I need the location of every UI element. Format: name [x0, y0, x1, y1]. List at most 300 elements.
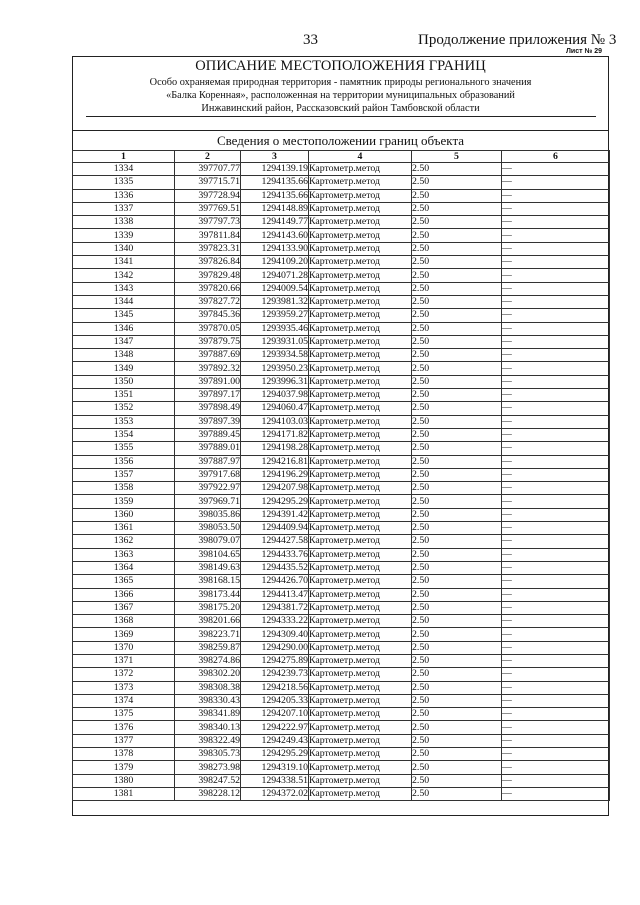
accuracy-cell: 2.50 — [412, 455, 502, 468]
description-cell: — — [502, 495, 610, 508]
accuracy-cell: 2.50 — [412, 295, 502, 308]
method-cell: Картометр.метод — [309, 256, 412, 269]
description-cell: — — [502, 189, 610, 202]
description-cell: — — [502, 561, 610, 574]
accuracy-cell: 2.50 — [412, 176, 502, 189]
table-row — [73, 668, 610, 681]
coord-y-cell: 1293931.05 — [241, 335, 309, 348]
method-cell: Картометр.метод — [309, 282, 412, 295]
point-number-cell: 1336 — [73, 189, 175, 202]
point-number-cell: 1377 — [73, 734, 175, 747]
table-row — [73, 721, 610, 734]
table-row — [73, 654, 610, 667]
coord-y-cell: 1294222.97 — [241, 721, 309, 734]
accuracy-cell: 2.50 — [412, 362, 502, 375]
coord-y-cell: 1294338.51 — [241, 774, 309, 787]
table-row — [73, 601, 610, 614]
point-number-cell: 1374 — [73, 694, 175, 707]
coord-x-cell: 398223.71 — [175, 628, 241, 641]
description-cell: — — [502, 601, 610, 614]
point-number-cell: 1351 — [73, 389, 175, 402]
point-number-cell: 1334 — [73, 163, 175, 176]
coord-y-cell: 1294109.20 — [241, 256, 309, 269]
description-cell: — — [502, 575, 610, 588]
coord-y-cell: 1294216.81 — [241, 455, 309, 468]
point-number-cell: 1353 — [73, 415, 175, 428]
description-cell: — — [502, 455, 610, 468]
point-number-cell: 1341 — [73, 256, 175, 269]
point-number-cell: 1339 — [73, 229, 175, 242]
description-cell: — — [502, 309, 610, 322]
coord-y-cell: 1294239.73 — [241, 668, 309, 681]
method-cell: Картометр.метод — [309, 535, 412, 548]
method-cell: Картометр.метод — [309, 269, 412, 282]
coord-y-cell: 1294135.66 — [241, 176, 309, 189]
coord-x-cell: 397728.94 — [175, 189, 241, 202]
description-cell: — — [502, 335, 610, 348]
coord-x-cell: 397889.45 — [175, 428, 241, 441]
coord-y-cell: 1294205.33 — [241, 694, 309, 707]
coord-x-cell: 397922.97 — [175, 482, 241, 495]
method-cell: Картометр.метод — [309, 575, 412, 588]
description-cell: — — [502, 694, 610, 707]
coord-y-cell: 1294275.89 — [241, 654, 309, 667]
coord-x-cell: 398247.52 — [175, 774, 241, 787]
column-header: 6 — [502, 151, 610, 163]
point-number-cell: 1349 — [73, 362, 175, 375]
method-cell: Картометр.метод — [309, 389, 412, 402]
point-number-cell: 1348 — [73, 349, 175, 362]
method-cell: Картометр.метод — [309, 721, 412, 734]
table-row — [73, 761, 610, 774]
accuracy-cell: 2.50 — [412, 389, 502, 402]
method-cell: Картометр.метод — [309, 362, 412, 375]
description-cell: — — [502, 216, 610, 229]
accuracy-cell: 2.50 — [412, 163, 502, 176]
coord-y-cell: 1293959.27 — [241, 309, 309, 322]
accuracy-cell: 2.50 — [412, 601, 502, 614]
coord-x-cell: 397827.72 — [175, 295, 241, 308]
accuracy-cell: 2.50 — [412, 202, 502, 215]
accuracy-cell: 2.50 — [412, 787, 502, 800]
column-header: 5 — [412, 151, 502, 163]
point-number-cell: 1338 — [73, 216, 175, 229]
accuracy-cell: 2.50 — [412, 349, 502, 362]
accuracy-cell: 2.50 — [412, 681, 502, 694]
coord-y-cell: 1294290.00 — [241, 641, 309, 654]
accuracy-cell: 2.50 — [412, 309, 502, 322]
page-number: 33 — [303, 32, 318, 48]
column-header: 2 — [175, 151, 241, 163]
table-row — [73, 548, 610, 561]
point-number-cell: 1368 — [73, 615, 175, 628]
coord-x-cell: 397887.69 — [175, 349, 241, 362]
coord-x-cell: 397797.73 — [175, 216, 241, 229]
table-row — [73, 628, 610, 641]
coord-y-cell: 1294135.66 — [241, 189, 309, 202]
method-cell: Картометр.метод — [309, 309, 412, 322]
point-number-cell: 1343 — [73, 282, 175, 295]
method-cell: Картометр.метод — [309, 442, 412, 455]
method-cell: Картометр.метод — [309, 163, 412, 176]
coord-y-cell: 1293935.46 — [241, 322, 309, 335]
accuracy-cell: 2.50 — [412, 774, 502, 787]
table-row — [73, 389, 610, 402]
accuracy-cell: 2.50 — [412, 628, 502, 641]
accuracy-cell: 2.50 — [412, 269, 502, 282]
coord-x-cell: 398308.38 — [175, 681, 241, 694]
point-number-cell: 1369 — [73, 628, 175, 641]
method-cell: Картометр.метод — [309, 628, 412, 641]
coord-y-cell: 1294427.58 — [241, 535, 309, 548]
accuracy-cell: 2.50 — [412, 535, 502, 548]
coord-y-cell: 1294319.10 — [241, 761, 309, 774]
method-cell: Картометр.метод — [309, 428, 412, 441]
description-cell: — — [502, 389, 610, 402]
point-number-cell: 1370 — [73, 641, 175, 654]
document-title: ОПИСАНИЕ МЕСТОПОЛОЖЕНИЯ ГРАНИЦ — [195, 58, 486, 74]
coord-x-cell: 397897.39 — [175, 415, 241, 428]
point-number-cell: 1381 — [73, 787, 175, 800]
coord-y-cell: 1294409.94 — [241, 522, 309, 535]
coord-y-cell: 1294149.77 — [241, 216, 309, 229]
accuracy-cell: 2.50 — [412, 402, 502, 415]
table-row — [73, 256, 610, 269]
coord-y-cell: 1294435.52 — [241, 561, 309, 574]
description-cell: — — [502, 176, 610, 189]
accuracy-cell: 2.50 — [412, 468, 502, 481]
coord-y-cell: 1293996.31 — [241, 375, 309, 388]
description-cell: — — [502, 508, 610, 521]
accuracy-cell: 2.50 — [412, 322, 502, 335]
description-cell: — — [502, 535, 610, 548]
point-number-cell: 1347 — [73, 335, 175, 348]
point-number-cell: 1375 — [73, 708, 175, 721]
point-number-cell: 1373 — [73, 681, 175, 694]
accuracy-cell: 2.50 — [412, 548, 502, 561]
point-number-cell: 1379 — [73, 761, 175, 774]
table-row — [73, 202, 610, 215]
coord-y-cell: 1294171.82 — [241, 428, 309, 441]
table-row — [73, 442, 610, 455]
accuracy-cell: 2.50 — [412, 495, 502, 508]
title-underline — [86, 116, 596, 117]
coord-x-cell: 398302.20 — [175, 668, 241, 681]
point-number-cell: 1372 — [73, 668, 175, 681]
coord-y-cell: 1294309.40 — [241, 628, 309, 641]
method-cell: Картометр.метод — [309, 375, 412, 388]
description-cell: — — [502, 242, 610, 255]
description-cell: — — [502, 641, 610, 654]
coord-x-cell: 398273.98 — [175, 761, 241, 774]
table-row — [73, 535, 610, 548]
accuracy-cell: 2.50 — [412, 335, 502, 348]
table-row — [73, 588, 610, 601]
description-cell: — — [502, 628, 610, 641]
coord-x-cell: 398228.12 — [175, 787, 241, 800]
point-number-cell: 1355 — [73, 442, 175, 455]
description-cell: — — [502, 588, 610, 601]
description-cell: — — [502, 787, 610, 800]
method-cell: Картометр.метод — [309, 482, 412, 495]
coord-y-cell: 1294148.89 — [241, 202, 309, 215]
table-row — [73, 229, 610, 242]
coord-x-cell: 398259.87 — [175, 641, 241, 654]
coord-y-cell: 1294207.10 — [241, 708, 309, 721]
accuracy-cell: 2.50 — [412, 428, 502, 441]
accuracy-cell: 2.50 — [412, 708, 502, 721]
coord-x-cell: 397917.68 — [175, 468, 241, 481]
coord-y-cell: 1294071.28 — [241, 269, 309, 282]
coord-y-cell: 1294295.29 — [241, 748, 309, 761]
coord-x-cell: 397892.32 — [175, 362, 241, 375]
coord-y-cell: 1294009.54 — [241, 282, 309, 295]
coord-x-cell: 397898.49 — [175, 402, 241, 415]
point-number-cell: 1346 — [73, 322, 175, 335]
table-row — [73, 362, 610, 375]
description-cell: — — [502, 721, 610, 734]
point-number-cell: 1361 — [73, 522, 175, 535]
coord-x-cell: 397769.51 — [175, 202, 241, 215]
table-row — [73, 375, 610, 388]
description-cell: — — [502, 349, 610, 362]
accuracy-cell: 2.50 — [412, 588, 502, 601]
description-cell: — — [502, 415, 610, 428]
coord-x-cell: 398274.86 — [175, 654, 241, 667]
accuracy-cell: 2.50 — [412, 256, 502, 269]
table-row — [73, 428, 610, 441]
table-row — [73, 242, 610, 255]
table-row — [73, 708, 610, 721]
point-number-cell: 1380 — [73, 774, 175, 787]
coord-x-cell: 398305.73 — [175, 748, 241, 761]
table-row — [73, 163, 610, 176]
point-number-cell: 1344 — [73, 295, 175, 308]
table-row — [73, 575, 610, 588]
method-cell: Картометр.метод — [309, 787, 412, 800]
table-row — [73, 508, 610, 521]
description-cell: — — [502, 774, 610, 787]
accuracy-cell: 2.50 — [412, 508, 502, 521]
coord-x-cell: 397820.66 — [175, 282, 241, 295]
description-cell: — — [502, 708, 610, 721]
coord-x-cell: 398173.44 — [175, 588, 241, 601]
coord-x-cell: 398168.15 — [175, 575, 241, 588]
description-cell: — — [502, 202, 610, 215]
description-cell: — — [502, 548, 610, 561]
accuracy-cell: 2.50 — [412, 415, 502, 428]
table-row — [73, 295, 610, 308]
coord-x-cell: 397823.31 — [175, 242, 241, 255]
coord-x-cell: 398079.07 — [175, 535, 241, 548]
point-number-cell: 1357 — [73, 468, 175, 481]
point-number-cell: 1364 — [73, 561, 175, 574]
coord-y-cell: 1294139.19 — [241, 163, 309, 176]
description-cell: — — [502, 761, 610, 774]
description-cell: — — [502, 482, 610, 495]
coord-y-cell: 1294037.98 — [241, 389, 309, 402]
description-cell: — — [502, 229, 610, 242]
point-number-cell: 1360 — [73, 508, 175, 521]
description-cell: — — [502, 163, 610, 176]
coord-x-cell: 398322.49 — [175, 734, 241, 747]
method-cell: Картометр.метод — [309, 295, 412, 308]
section-divider — [72, 130, 609, 131]
table-row — [73, 522, 610, 535]
point-number-cell: 1335 — [73, 176, 175, 189]
coord-x-cell: 397715.71 — [175, 176, 241, 189]
point-number-cell: 1345 — [73, 309, 175, 322]
point-number-cell: 1367 — [73, 601, 175, 614]
description-cell: — — [502, 295, 610, 308]
coord-y-cell: 1294333.22 — [241, 615, 309, 628]
coord-y-cell: 1294060.47 — [241, 402, 309, 415]
coord-x-cell: 397811.84 — [175, 229, 241, 242]
coord-y-cell: 1294218.56 — [241, 681, 309, 694]
coord-y-cell: 1294133.90 — [241, 242, 309, 255]
coord-x-cell: 397889.01 — [175, 442, 241, 455]
method-cell: Картометр.метод — [309, 216, 412, 229]
accuracy-cell: 2.50 — [412, 748, 502, 761]
method-cell: Картометр.метод — [309, 588, 412, 601]
method-cell: Картометр.метод — [309, 654, 412, 667]
table-row — [73, 189, 610, 202]
description-cell: — — [502, 654, 610, 667]
table-body — [73, 163, 610, 801]
description-cell: — — [502, 402, 610, 415]
coord-y-cell: 1294426.70 — [241, 575, 309, 588]
method-cell: Картометр.метод — [309, 176, 412, 189]
coord-y-cell: 1293934.58 — [241, 349, 309, 362]
point-number-cell: 1352 — [73, 402, 175, 415]
description-cell: — — [502, 442, 610, 455]
accuracy-cell: 2.50 — [412, 761, 502, 774]
method-cell: Картометр.метод — [309, 415, 412, 428]
table-row — [73, 787, 610, 800]
table-row — [73, 309, 610, 322]
coord-x-cell: 397845.36 — [175, 309, 241, 322]
coord-y-cell: 1293981.32 — [241, 295, 309, 308]
accuracy-cell: 2.50 — [412, 216, 502, 229]
table-row — [73, 694, 610, 707]
section-title: Сведения о местоположении границ объекта — [216, 133, 465, 148]
method-cell: Картометр.метод — [309, 189, 412, 202]
description-cell: — — [502, 256, 610, 269]
method-cell: Картометр.метод — [309, 548, 412, 561]
accuracy-cell: 2.50 — [412, 575, 502, 588]
method-cell: Картометр.метод — [309, 522, 412, 535]
table-row — [73, 681, 610, 694]
table-row — [73, 734, 610, 747]
description-cell: — — [502, 734, 610, 747]
method-cell: Картометр.метод — [309, 601, 412, 614]
table-row — [73, 468, 610, 481]
coord-x-cell: 398104.65 — [175, 548, 241, 561]
table-row — [73, 322, 610, 335]
table-row — [73, 748, 610, 761]
table-row — [73, 561, 610, 574]
method-cell: Картометр.метод — [309, 774, 412, 787]
coord-y-cell: 1294372.02 — [241, 787, 309, 800]
description-cell: — — [502, 468, 610, 481]
description-cell: — — [502, 748, 610, 761]
description-cell: — — [502, 375, 610, 388]
accuracy-cell: 2.50 — [412, 654, 502, 667]
point-number-cell: 1362 — [73, 535, 175, 548]
method-cell: Картометр.метод — [309, 349, 412, 362]
point-number-cell: 1337 — [73, 202, 175, 215]
point-number-cell: 1350 — [73, 375, 175, 388]
coord-x-cell: 397829.48 — [175, 269, 241, 282]
method-cell: Картометр.метод — [309, 242, 412, 255]
coord-x-cell: 397887.97 — [175, 455, 241, 468]
coord-y-cell: 1294196.29 — [241, 468, 309, 481]
point-number-cell: 1340 — [73, 242, 175, 255]
coord-x-cell: 398149.63 — [175, 561, 241, 574]
description-cell: — — [502, 269, 610, 282]
table-row — [73, 216, 610, 229]
method-cell: Картометр.метод — [309, 561, 412, 574]
coord-y-cell: 1294391.42 — [241, 508, 309, 521]
method-cell: Картометр.метод — [309, 202, 412, 215]
table-row — [73, 615, 610, 628]
point-number-cell: 1363 — [73, 548, 175, 561]
description-cell: — — [502, 681, 610, 694]
table-header-row — [73, 151, 610, 163]
method-cell: Картометр.метод — [309, 495, 412, 508]
column-header: 1 — [73, 151, 175, 163]
coord-y-cell: 1294381.72 — [241, 601, 309, 614]
point-number-cell: 1356 — [73, 455, 175, 468]
accuracy-cell: 2.50 — [412, 242, 502, 255]
point-number-cell: 1342 — [73, 269, 175, 282]
point-number-cell: 1371 — [73, 654, 175, 667]
coord-x-cell: 398035.86 — [175, 508, 241, 521]
accuracy-cell: 2.50 — [412, 668, 502, 681]
accuracy-cell: 2.50 — [412, 282, 502, 295]
accuracy-cell: 2.50 — [412, 641, 502, 654]
point-number-cell: 1365 — [73, 575, 175, 588]
table-row — [73, 335, 610, 348]
coord-y-cell: 1294103.03 — [241, 415, 309, 428]
description-line: Особо охраняемая природная территория - памятник природы регионального значения — [149, 77, 532, 88]
method-cell: Картометр.метод — [309, 748, 412, 761]
point-number-cell: 1366 — [73, 588, 175, 601]
table-row — [73, 641, 610, 654]
method-cell: Картометр.метод — [309, 615, 412, 628]
table-row — [73, 482, 610, 495]
description-cell: — — [502, 362, 610, 375]
method-cell: Картометр.метод — [309, 761, 412, 774]
coord-x-cell: 397969.71 — [175, 495, 241, 508]
coord-x-cell: 398340.13 — [175, 721, 241, 734]
table-row — [73, 774, 610, 787]
point-number-cell: 1354 — [73, 428, 175, 441]
method-cell: Картометр.метод — [309, 681, 412, 694]
point-number-cell: 1358 — [73, 482, 175, 495]
sheet-number: Лист № 29 — [566, 48, 603, 55]
coord-x-cell: 397879.75 — [175, 335, 241, 348]
point-number-cell: 1359 — [73, 495, 175, 508]
table-row — [73, 495, 610, 508]
coord-x-cell: 397891.00 — [175, 375, 241, 388]
description-cell: — — [502, 522, 610, 535]
description-cell: — — [502, 615, 610, 628]
method-cell: Картометр.метод — [309, 402, 412, 415]
coordinates-table — [72, 150, 610, 801]
accuracy-cell: 2.50 — [412, 375, 502, 388]
accuracy-cell: 2.50 — [412, 734, 502, 747]
